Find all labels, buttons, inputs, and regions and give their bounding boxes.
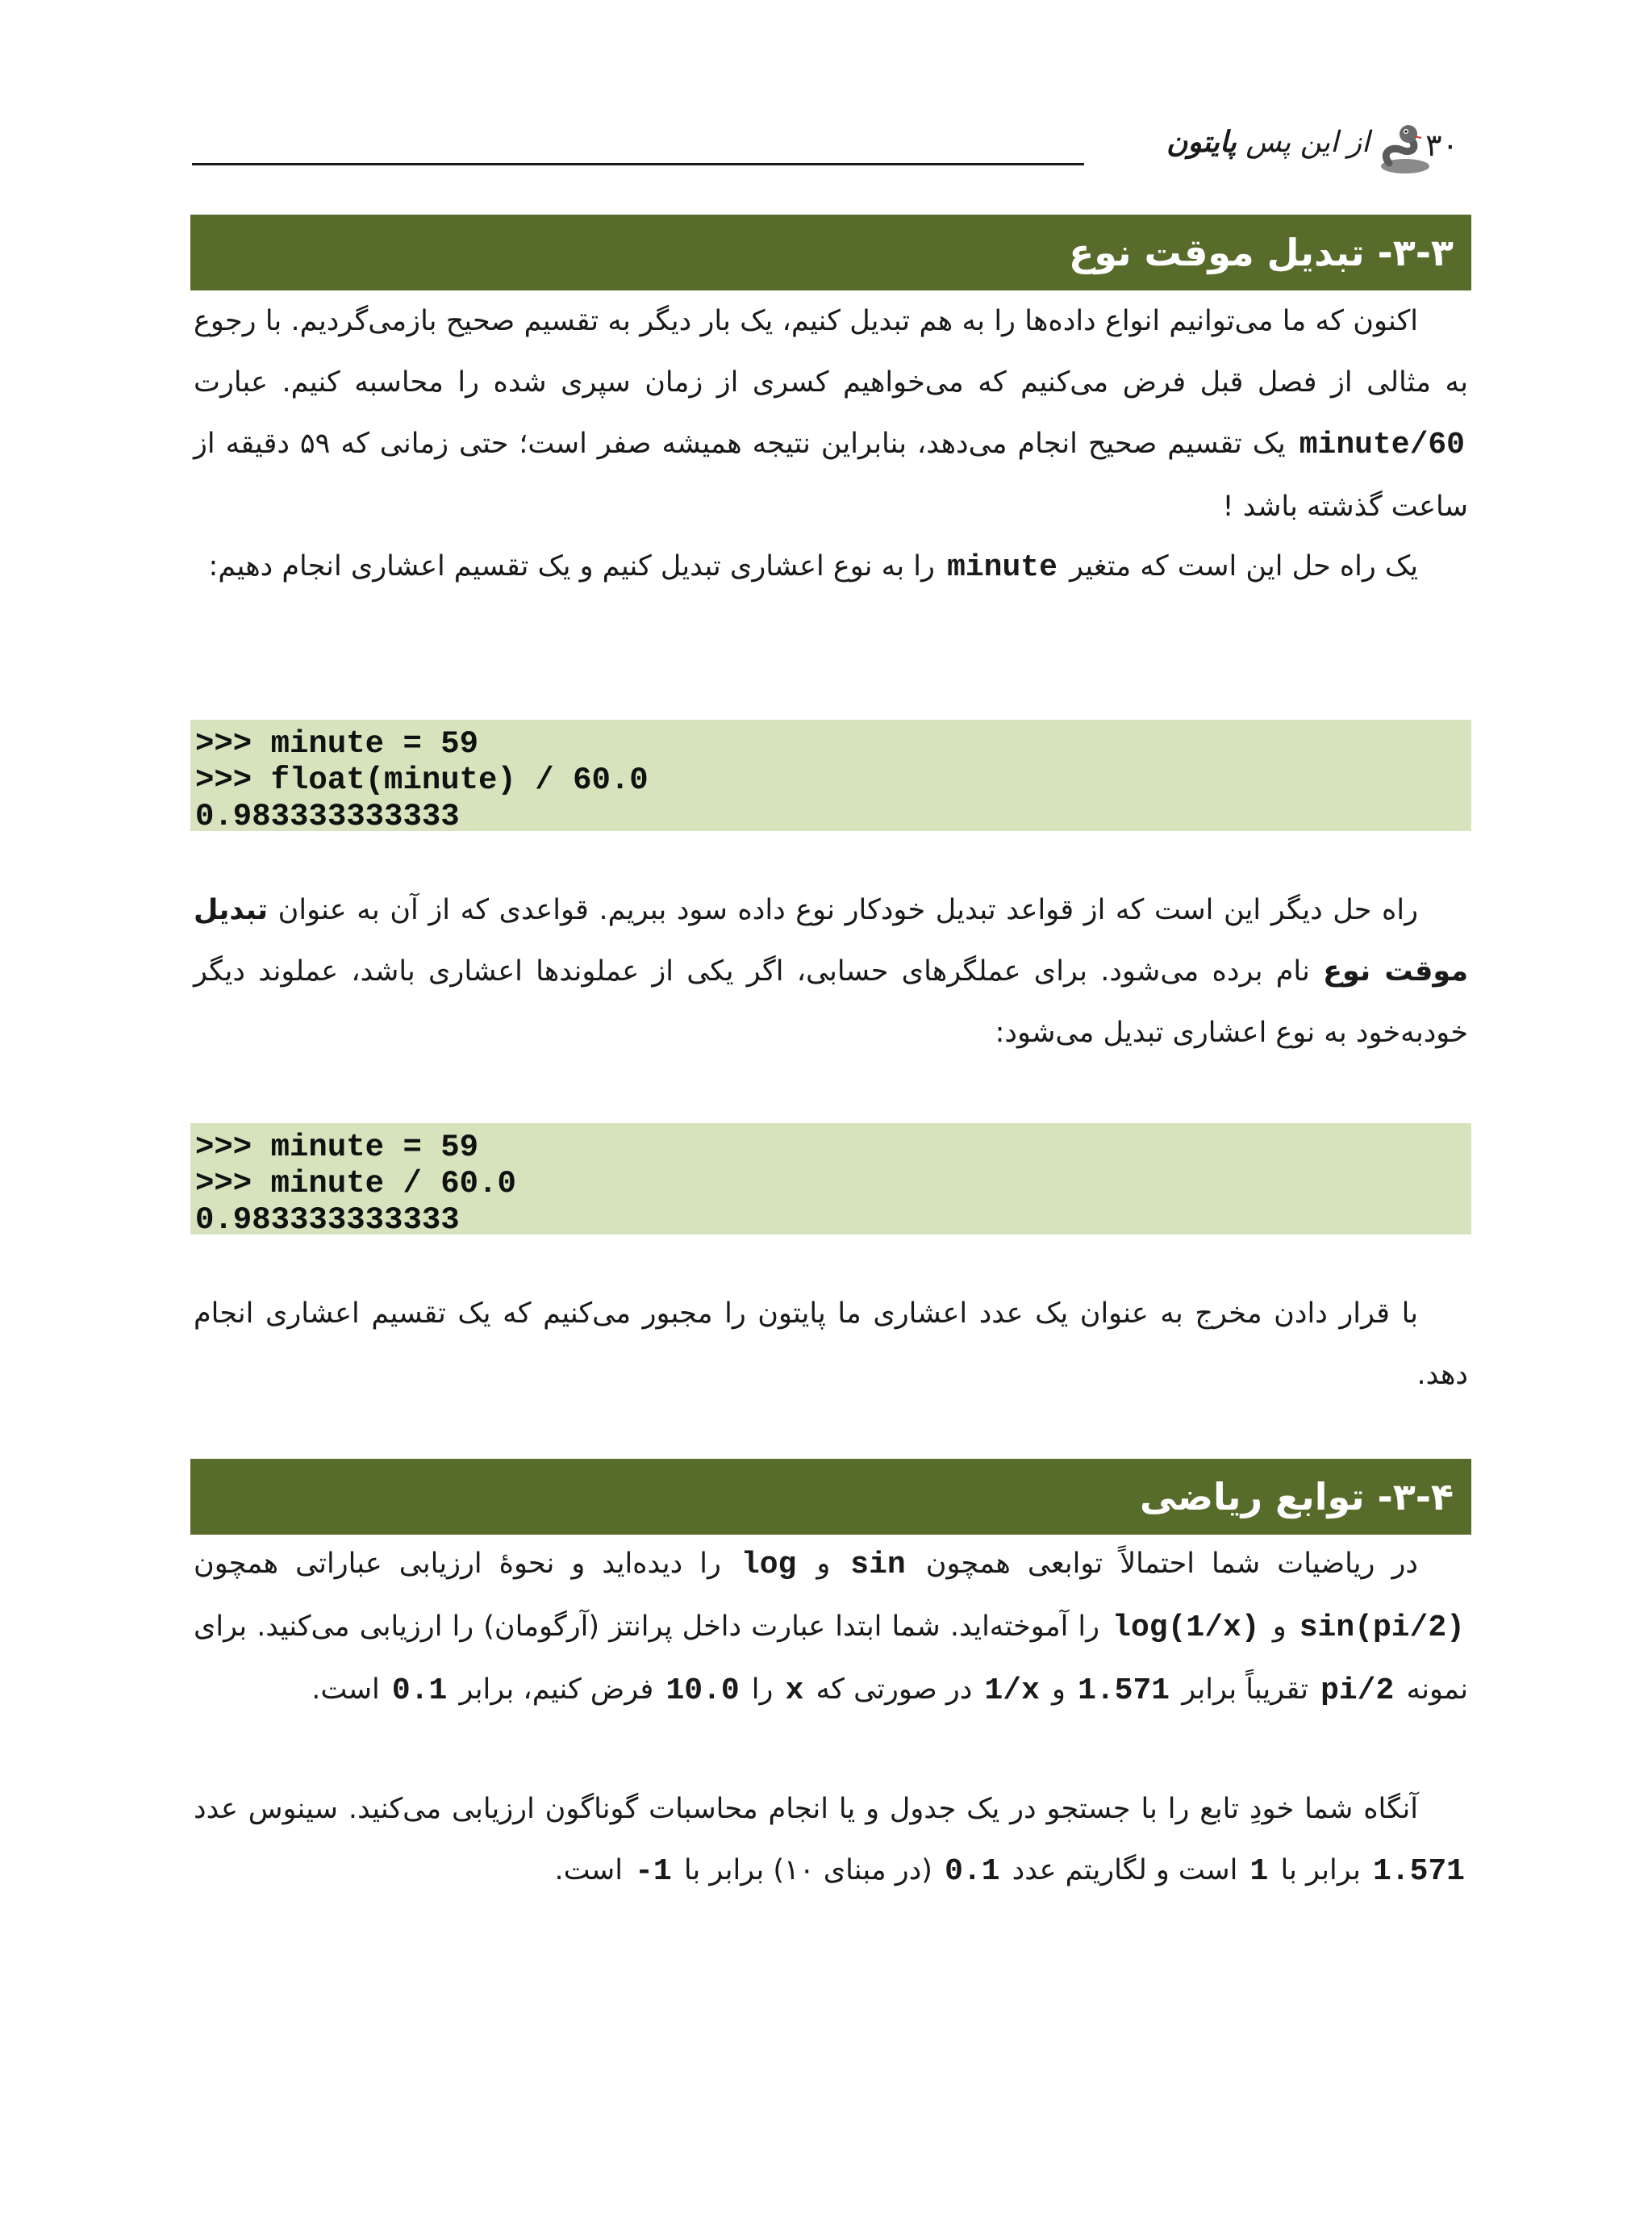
header-rule: [192, 163, 1084, 165]
inline-code: sin(pi/2): [1299, 1610, 1465, 1645]
text: را: [751, 1673, 774, 1706]
text: اکنون که ما می‌توانیم انواع داده‌ها را به هم تبدیل کنیم، یک بار دیگر به تقسیم صحیح بازمی‌گردیم. با رجوع به مثالی از فصل قبل فرض می‌کنیم که می‌خواهیم کسری از زمان سپری شده را محاسبه کنیم. عبارت: [194, 305, 1468, 399]
inline-code: log(1/x): [1112, 1610, 1260, 1645]
text: با قرار دادن مخرج به عنوان یک عدد اعشاری ما پایتون را مجبور می‌کنیم که یک تقسیم اعشاری انجام دهد.: [194, 1297, 1468, 1391]
text: در ریاضیات شما احتمالاً توابعی همچون: [925, 1548, 1418, 1580]
inline-code: 1/x: [984, 1673, 1040, 1708]
text: و: [1052, 1673, 1066, 1706]
inline-code: -1: [635, 1854, 672, 1889]
code-line: 0.983333333333: [195, 1202, 460, 1238]
inline-code: 10.0: [665, 1673, 740, 1708]
text: فرض کنیم، برابر: [459, 1673, 654, 1706]
paragraph-math-functions: [194, 1533, 1468, 1722]
inline-code: x: [785, 1673, 804, 1708]
text: تقریباً برابر: [1182, 1673, 1308, 1706]
paragraph-function-evaluation: [194, 1778, 1468, 1903]
text: یک تقسیم صحیح انجام می‌دهد، بنابراین نتیجه همیشه صفر است؛ حتی زمانی که ۵۹ دقیقه از ساعت گذشته باشد !: [194, 428, 1468, 523]
text: (در مبنای ۱۰) برابر با: [683, 1854, 932, 1886]
text: راه حل دیگر این است که از قواعد تبدیل خودکار نوع داده سود ببریم. قواعدی که از آن به عنوان: [277, 894, 1418, 926]
paragraph-float-solution: [194, 536, 1468, 599]
inline-code: log: [740, 1548, 797, 1582]
inline-code: 1.571: [1078, 1673, 1170, 1708]
paragraph-float-divisor-note: [194, 1283, 1468, 1406]
inline-code: pi/2: [1320, 1673, 1395, 1708]
code-block-float-conversion: [190, 720, 1471, 834]
running-header-prefix: از این پس: [1245, 126, 1370, 159]
section-heading-3-3: ۳-۳- تبدیل موقت نوع: [190, 215, 1471, 290]
python-snake-logo: [1373, 121, 1434, 178]
code-line: >>> float(minute) / 60.0: [195, 762, 649, 798]
running-header: [1166, 126, 1370, 159]
inline-code: 1: [1249, 1854, 1269, 1889]
text: و: [816, 1548, 831, 1580]
inline-code: 1.571: [1372, 1854, 1465, 1889]
paragraph-type-coercion-rule: [194, 879, 1468, 1063]
term-type-coercion: تبدیل موقت نوع: [194, 894, 1468, 988]
text: برابر با: [1280, 1854, 1361, 1886]
code-line: >>> minute = 59: [195, 726, 479, 762]
text: است.: [311, 1673, 380, 1706]
inline-code: minute/60: [1299, 428, 1465, 462]
text: در صورتی که: [816, 1673, 973, 1706]
inline-code: 0.1: [945, 1854, 1000, 1889]
text: است و لگاریتم عدد: [1012, 1854, 1238, 1886]
text: را دیده‌اید و نحوهٔ ارزیابی عباراتی همچون: [194, 1548, 721, 1580]
inline-code: 0.1: [391, 1673, 448, 1708]
paragraph-type-coercion-intro: [194, 290, 1468, 537]
text: را به نوع اعشاری تبدیل کنیم و یک تقسیم اعشاری انجام دهیم:: [208, 550, 935, 583]
running-header-brand: پایتون: [1166, 126, 1237, 159]
code-line: >>> minute = 59: [195, 1130, 479, 1165]
text: نام برده می‌شود. برای عملگرهای حسابی، اگر یکی از عملوندها اعشاری باشد، عملوند دیگر خودبه‌خود به نوع اعشاری تبدیل می‌شود:: [194, 955, 1468, 1049]
text: است.: [554, 1854, 623, 1886]
text: را آموخته‌اید. شما ابتدا عبارت داخل پرانتز (آرگومان) را ارزیابی می‌کنید. برای نمونه: [194, 1610, 1468, 1706]
text: یک راه حل این است که متغیر: [1070, 550, 1418, 583]
code-block-float-divisor: [190, 1123, 1471, 1238]
inline-code: minute: [947, 550, 1058, 585]
text: و: [1272, 1610, 1287, 1643]
code-line: >>> minute / 60.0: [195, 1166, 516, 1201]
text: آنگاه شما خودِ تابع را با جستجو در یک جدول و یا انجام محاسبات گوناگون ارزیابی می‌کنید. سینوس عدد: [194, 1793, 1418, 1825]
section-heading-3-4: ۳-۴- توابع ریاضی: [190, 1459, 1471, 1535]
inline-code: sin: [850, 1548, 906, 1582]
code-line: 0.983333333333: [195, 799, 460, 834]
page-number: ۳۰: [1425, 127, 1458, 163]
